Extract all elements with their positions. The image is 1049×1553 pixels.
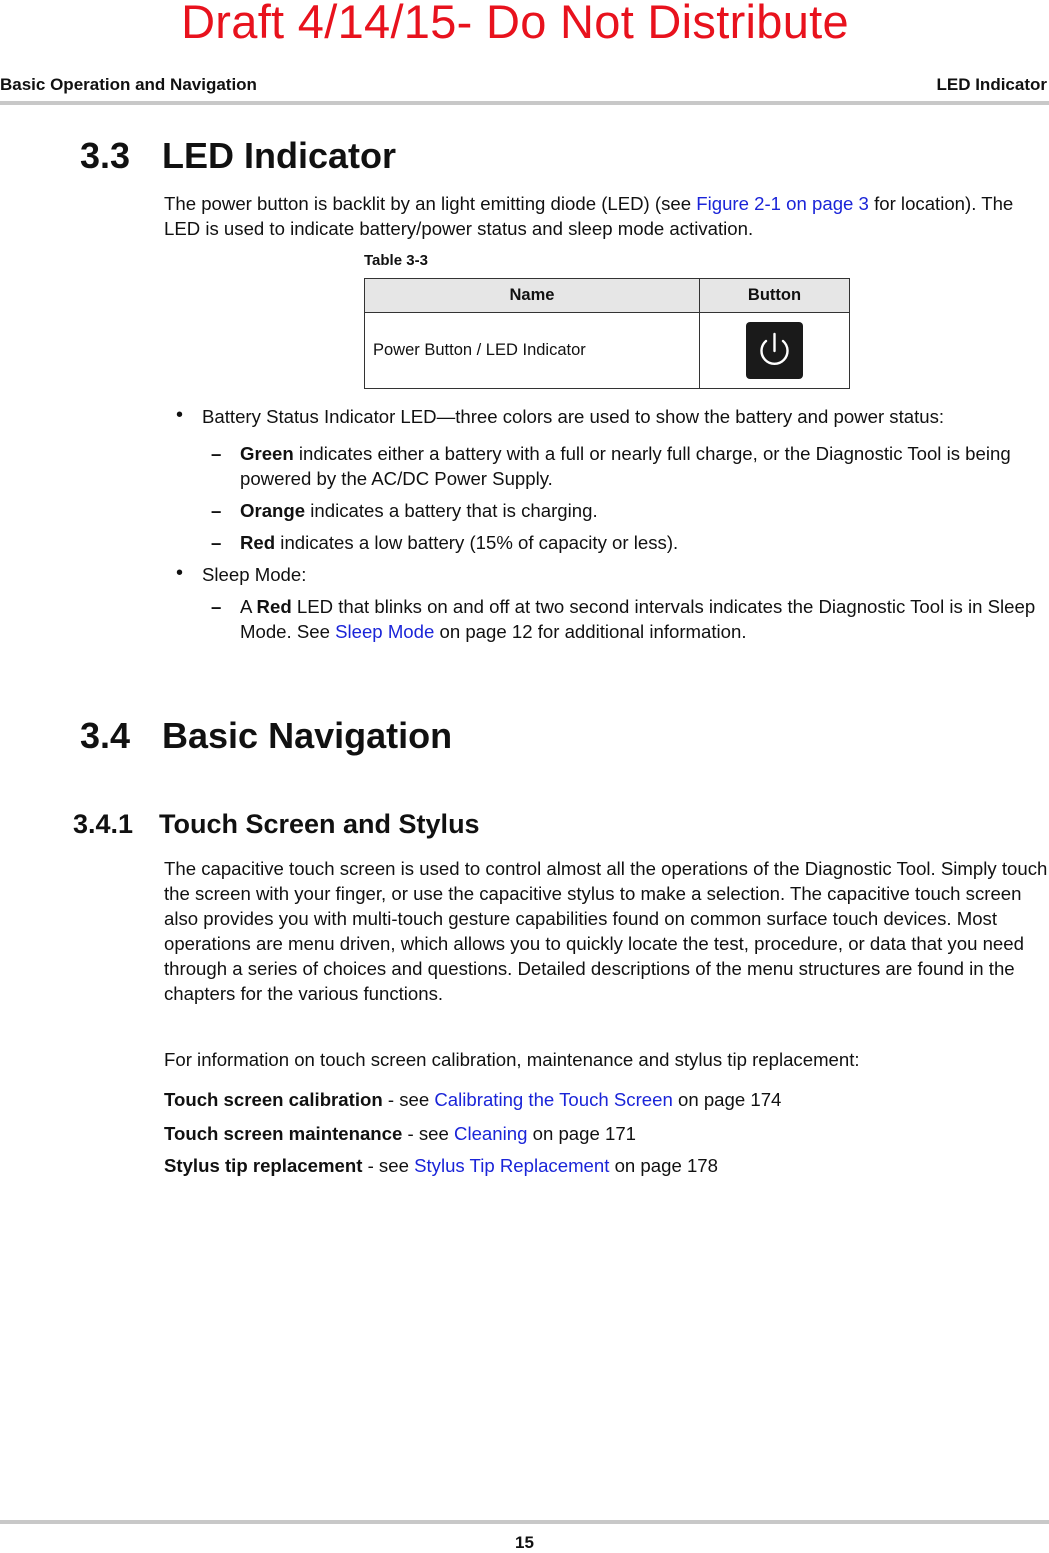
dash-marker: – xyxy=(211,596,222,617)
orange-label: Orange xyxy=(240,500,306,521)
sleep-text-post: on page 12 for additional information. xyxy=(434,621,747,642)
ref-see: - see xyxy=(402,1123,455,1144)
bullet-battery-status: Battery Status Indicator LED—three colors are used to show the battery and power status: xyxy=(202,406,945,427)
draft-watermark: Draft 4/14/15- Do Not Distribute xyxy=(181,0,849,48)
bullet-dot: • xyxy=(176,562,184,584)
ref-see: - see xyxy=(382,1089,435,1110)
ref-calibration xyxy=(164,1087,781,1112)
ref-maintenance xyxy=(164,1121,636,1146)
table-caption: Table 3-3 xyxy=(364,252,428,269)
led-intro-paragraph xyxy=(164,191,1048,241)
ref-page: on page 174 xyxy=(672,1089,782,1110)
ref-stylus-tip xyxy=(164,1153,718,1178)
footer-rule xyxy=(0,1520,1049,1524)
section-heading-3-4 xyxy=(80,715,452,757)
intro-text: The power button is backlit by an light emitting diode (LED) (see xyxy=(164,193,697,214)
cell-name: Power Button / LED Indicator xyxy=(365,313,700,389)
ref-label: Touch screen maintenance xyxy=(164,1123,403,1144)
subsection-heading-3-4-1 xyxy=(73,809,480,840)
header-rule xyxy=(0,101,1049,105)
green-label: Green xyxy=(240,443,294,464)
sub-item-green xyxy=(240,441,1048,491)
cell-button xyxy=(700,313,850,389)
dash-marker: – xyxy=(211,443,222,464)
stylus-tip-link[interactable]: Stylus Tip Replacement xyxy=(414,1155,610,1176)
bullet-sleep-mode: Sleep Mode: xyxy=(202,564,307,585)
running-header-right: LED Indicator xyxy=(936,75,1047,94)
dash-marker: – xyxy=(211,532,222,553)
column-header-button: Button xyxy=(700,279,850,313)
sleep-text: LED that blinks on and off at two second intervals indicates the Diagnostic Tool is in Sleep Mode. See xyxy=(240,596,1036,642)
ref-page: on page 178 xyxy=(609,1155,718,1176)
section-title: Basic Navigation xyxy=(162,715,453,756)
column-header-name: Name xyxy=(365,279,700,313)
red-text: indicates a low battery (15% of capacity or less). xyxy=(275,532,679,553)
sleep-red-label: Red xyxy=(256,596,292,617)
orange-text: indicates a battery that is charging. xyxy=(305,500,598,521)
section-title: LED Indicator xyxy=(162,135,397,176)
section-heading-3-3 xyxy=(80,135,396,177)
table-row xyxy=(365,313,850,389)
calibration-link[interactable]: Calibrating the Touch Screen xyxy=(434,1089,673,1110)
ref-label: Stylus tip replacement xyxy=(164,1155,363,1176)
power-icon xyxy=(746,322,803,379)
cleaning-link[interactable]: Cleaning xyxy=(454,1123,528,1144)
subsection-number: 3.4.1 xyxy=(73,809,134,839)
subsection-title: Touch Screen and Stylus xyxy=(159,809,480,839)
bullet-dot: • xyxy=(176,404,184,426)
sub-item-red xyxy=(240,530,1048,555)
sub-item-orange xyxy=(240,498,1048,523)
table-header-row xyxy=(365,279,850,313)
touch-info-paragraph: For information on touch screen calibration, maintenance and stylus tip replacement: xyxy=(164,1049,860,1070)
led-table xyxy=(364,278,850,389)
section-number: 3.3 xyxy=(80,135,131,176)
sleep-text-pre: A xyxy=(240,596,257,617)
touch-screen-paragraph: The capacitive touch screen is used to control almost all the operations of the Diagnostic Tool. Simply touch the screen with your finger, or use the capacitive stylus to make a selection. The capacitive touch screen also provides you with multi-touch gesture capabilities found on common surface touch devices. Most operations are menu driven, which allows you to quickly locate the test, procedure, or data that you need through a series of choices and questions. Detailed descriptions of the menu structures are found in the chapters for the various functions. xyxy=(164,858,1048,1004)
intro-text-end: for location). The LED is used to indicate battery/power status and sleep mode activation. xyxy=(164,193,1014,239)
ref-page: on page 171 xyxy=(527,1123,637,1144)
section-number: 3.4 xyxy=(80,715,131,756)
red-label: Red xyxy=(240,532,276,553)
sub-item-sleep xyxy=(240,594,1048,644)
ref-label: Touch screen calibration xyxy=(164,1089,383,1110)
page-number: 15 xyxy=(515,1533,534,1552)
ref-see: - see xyxy=(362,1155,415,1176)
figure-link[interactable]: Figure 2-1 on page 3 xyxy=(696,193,869,214)
green-text: indicates either a battery with a full or nearly full charge, or the Diagnostic Tool is being powered by the AC/DC Power Supply. xyxy=(240,443,1011,489)
sleep-mode-link[interactable]: Sleep Mode xyxy=(335,621,435,642)
dash-marker: – xyxy=(211,500,222,521)
running-header-left: Basic Operation and Navigation xyxy=(0,75,257,94)
